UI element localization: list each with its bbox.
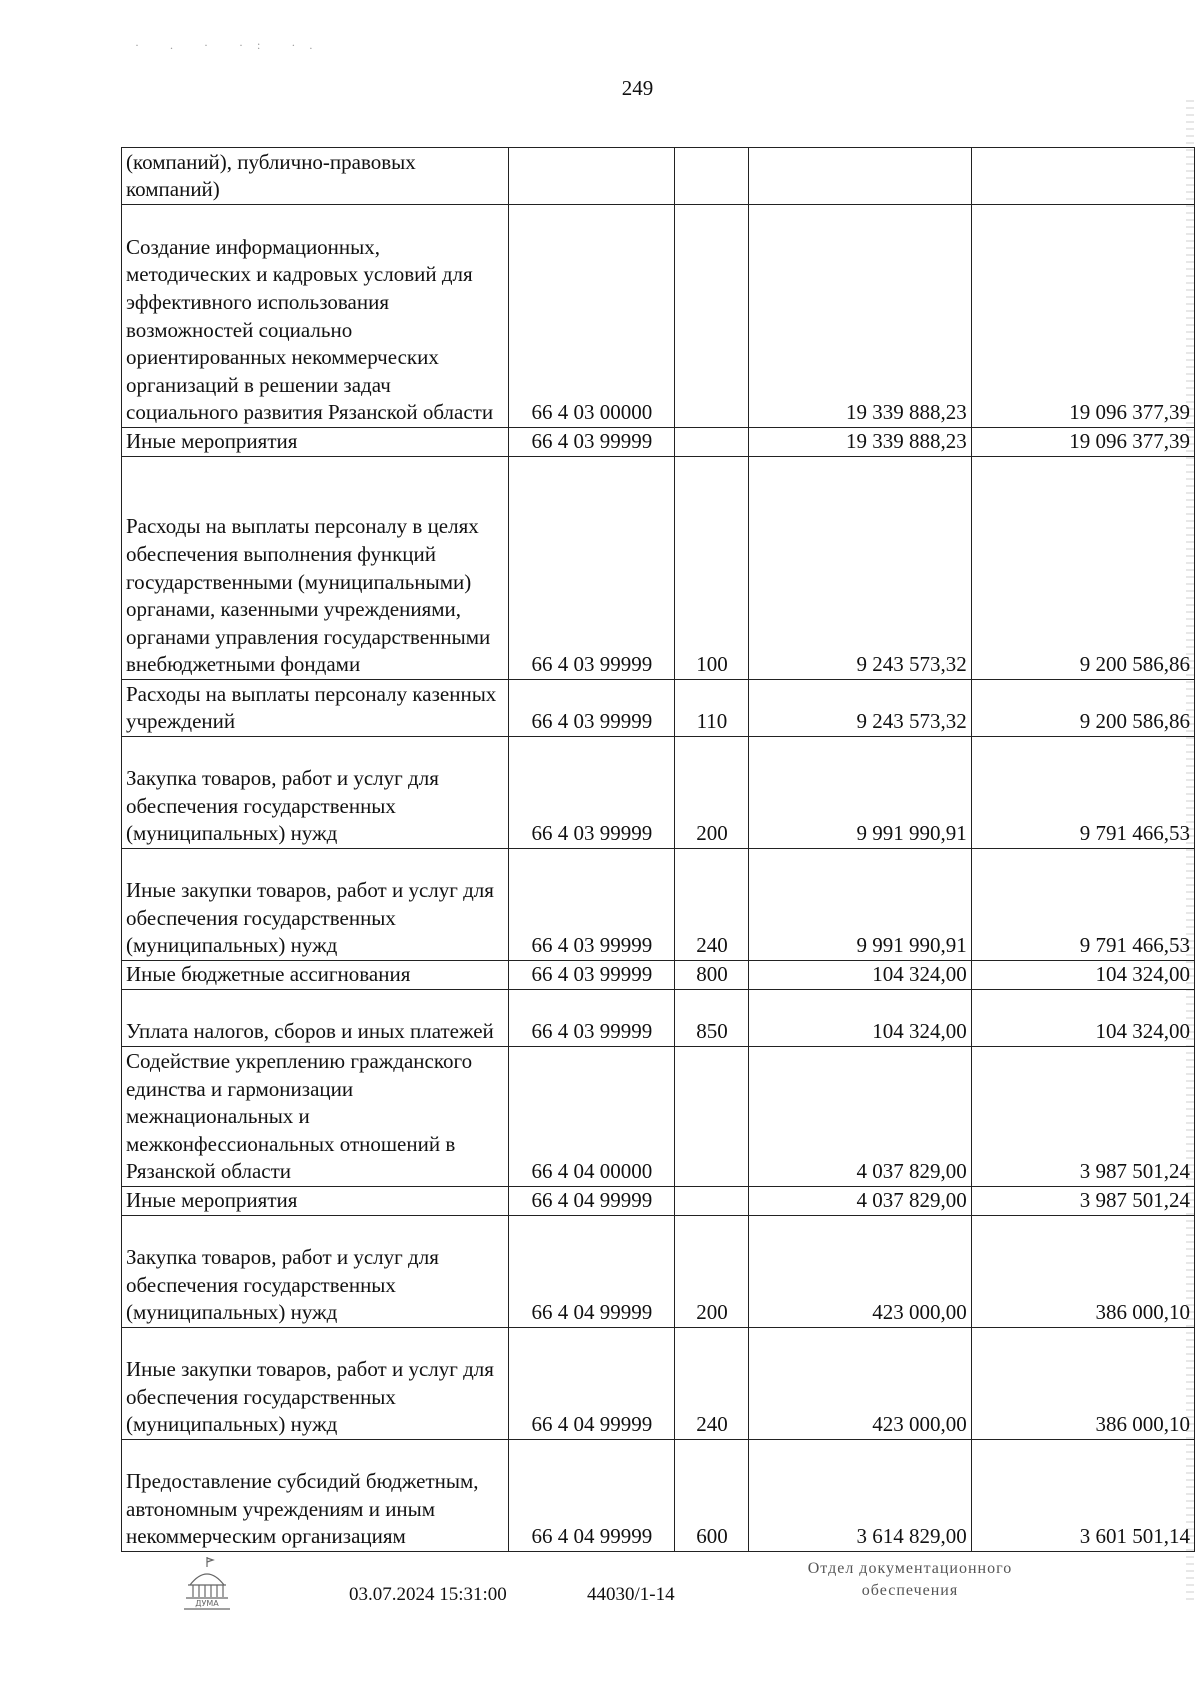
row-name-cell: Закупка товаров, работ и услуг для обеспечения государственных (муниципальных) нужд: [122, 1216, 509, 1328]
table-row: [122, 680, 1195, 737]
row-code-cell: 66 4 04 99999: [509, 1328, 675, 1440]
row-value-2-cell: [971, 148, 1194, 205]
row-value-2-cell: 3 601 501,14: [971, 1440, 1194, 1552]
row-value-1-cell: 4 037 829,00: [749, 1047, 971, 1187]
row-expense-type-cell: 850: [675, 990, 749, 1047]
row-code-cell: 66 4 04 00000: [509, 1047, 675, 1187]
row-expense-type-cell: 110: [675, 680, 749, 737]
row-value-1-cell: 19 339 888,23: [749, 205, 971, 428]
row-code-cell: 66 4 04 99999: [509, 1440, 675, 1552]
row-value-1-cell: 423 000,00: [749, 1328, 971, 1440]
row-expense-type-cell: [675, 205, 749, 428]
row-code-cell: 66 4 03 99999: [509, 961, 675, 990]
row-name-cell: Уплата налогов, сборов и иных платежей: [122, 990, 509, 1047]
row-name-cell: Создание информационных, методических и кадровых условий для эффективного использования возможностей социально ориентированных некоммерческих организаций в решении задач социального развития Рязанской области: [122, 205, 509, 428]
footer-reg-number: 44030/1-14: [587, 1584, 675, 1605]
row-code-cell: 66 4 03 99999: [509, 849, 675, 961]
row-code-cell: 66 4 03 99999: [509, 428, 675, 457]
row-expense-type-cell: 200: [675, 737, 749, 849]
scan-artifacts: · . · ·: ·.: [135, 38, 327, 52]
table-row: [122, 1187, 1195, 1216]
footer-date: 03.07.2024 15:31:00: [349, 1584, 507, 1605]
row-value-2-cell: 386 000,10: [971, 1216, 1194, 1328]
row-value-1-cell: 4 037 829,00: [749, 1187, 971, 1216]
row-value-1-cell: 423 000,00: [749, 1216, 971, 1328]
table-row: [122, 1216, 1195, 1328]
row-value-2-cell: 386 000,10: [971, 1328, 1194, 1440]
row-name-cell: Расходы на выплаты персоналу в целях обеспечения выполнения функций государственными (муниципальными) органами, казенными учреждениями, органами управления государственными внебюджетными фондами: [122, 457, 509, 680]
row-name-cell: Иные мероприятия: [122, 428, 509, 457]
row-code-cell: 66 4 03 99999: [509, 680, 675, 737]
row-value-2-cell: 104 324,00: [971, 990, 1194, 1047]
row-value-2-cell: 104 324,00: [971, 961, 1194, 990]
row-expense-type-cell: 200: [675, 1216, 749, 1328]
row-name-cell: Иные бюджетные ассигнования: [122, 961, 509, 990]
row-value-1-cell: 9 243 573,32: [749, 457, 971, 680]
page-number: 249: [621, 76, 654, 100]
row-name-cell: Иные закупки товаров, работ и услуг для обеспечения государственных (муниципальных) нужд: [122, 849, 509, 961]
row-expense-type-cell: [675, 148, 749, 205]
row-code-cell: 66 4 03 00000: [509, 205, 675, 428]
row-value-2-cell: 19 096 377,39: [971, 205, 1194, 428]
row-expense-type-cell: 800: [675, 961, 749, 990]
row-name-cell: Закупка товаров, работ и услуг для обеспечения государственных (муниципальных) нужд: [122, 737, 509, 849]
row-name-cell: Содействие укреплению гражданского единства и гармонизации межнациональных и межконфессиональных отношений в Рязанской области: [122, 1047, 509, 1187]
table-row: [122, 1440, 1195, 1552]
row-expense-type-cell: 100: [675, 457, 749, 680]
table-row: [122, 961, 1195, 990]
row-expense-type-cell: [675, 428, 749, 457]
row-value-2-cell: 9 200 586,86: [971, 680, 1194, 737]
row-name-cell: (компаний), публично-правовых компаний): [122, 148, 509, 205]
department-stamp: [775, 1558, 1045, 1602]
row-value-2-cell: 9 791 466,53: [971, 849, 1194, 961]
row-value-1-cell: 9 991 990,91: [749, 737, 971, 849]
row-expense-type-cell: 240: [675, 849, 749, 961]
stamp-line-1: Отдел документационного: [807, 1560, 1013, 1577]
duma-logo-icon: [178, 1555, 236, 1611]
row-value-2-cell: 19 096 377,39: [971, 428, 1194, 457]
table-row: [122, 457, 1195, 680]
row-code-cell: 66 4 04 99999: [509, 1216, 675, 1328]
row-value-1-cell: 19 339 888,23: [749, 428, 971, 457]
row-value-1-cell: 9 243 573,32: [749, 680, 971, 737]
row-name-cell: Предоставление субсидий бюджетным, автономным учреждениям и иным некоммерческим организациям: [122, 1440, 509, 1552]
row-value-2-cell: 9 200 586,86: [971, 457, 1194, 680]
table-row: [122, 737, 1195, 849]
row-expense-type-cell: 600: [675, 1440, 749, 1552]
row-value-1-cell: 104 324,00: [749, 961, 971, 990]
row-code-cell: [509, 148, 675, 205]
row-name-cell: Иные закупки товаров, работ и услуг для обеспечения государственных (муниципальных) нужд: [122, 1328, 509, 1440]
row-value-2-cell: 3 987 501,24: [971, 1187, 1194, 1216]
row-name-cell: Иные мероприятия: [122, 1187, 509, 1216]
table-row: [122, 428, 1195, 457]
table-row: [122, 849, 1195, 961]
table-row: [122, 1047, 1195, 1187]
table-row: [122, 148, 1195, 205]
row-expense-type-cell: 240: [675, 1328, 749, 1440]
budget-table-body: [122, 148, 1195, 1552]
table-row: [122, 1328, 1195, 1440]
row-code-cell: 66 4 03 99999: [509, 737, 675, 849]
table-row: [122, 205, 1195, 428]
table-row: [122, 990, 1195, 1047]
row-value-1-cell: 104 324,00: [749, 990, 971, 1047]
budget-table: [121, 147, 1195, 1552]
row-code-cell: 66 4 04 99999: [509, 1187, 675, 1216]
stamp-line-2: обеспечения: [861, 1582, 959, 1599]
row-code-cell: 66 4 03 99999: [509, 457, 675, 680]
row-value-1-cell: 9 991 990,91: [749, 849, 971, 961]
row-value-1-cell: 3 614 829,00: [749, 1440, 971, 1552]
row-expense-type-cell: [675, 1187, 749, 1216]
row-name-cell: Расходы на выплаты персоналу казенных учреждений: [122, 680, 509, 737]
row-value-1-cell: [749, 148, 971, 205]
row-value-2-cell: 9 791 466,53: [971, 737, 1194, 849]
row-value-2-cell: 3 987 501,24: [971, 1047, 1194, 1187]
logo-label: ДУМА: [195, 1599, 219, 1608]
row-expense-type-cell: [675, 1047, 749, 1187]
row-code-cell: 66 4 03 99999: [509, 990, 675, 1047]
